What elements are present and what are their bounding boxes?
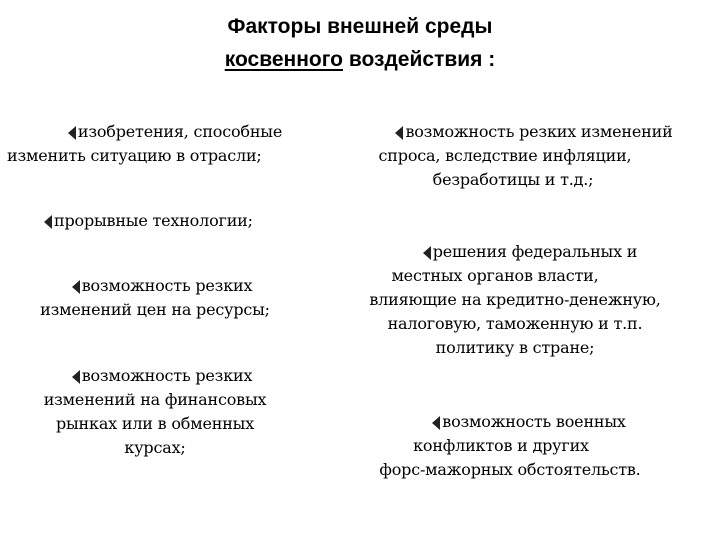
title-line-1: Факторы внешней среды <box>227 15 493 38</box>
slide-title <box>0 10 720 76</box>
bullet-icon <box>72 278 82 292</box>
left-item-financial-markets <box>0 364 310 460</box>
item-line: изменить ситуацию в отрасли; <box>7 146 262 165</box>
item-line: местных органов власти, <box>391 266 599 285</box>
right-item-demand <box>340 120 710 192</box>
item-line: возможность резких <box>0 364 310 388</box>
bullet-icon <box>432 414 442 428</box>
right-item-government <box>330 240 700 360</box>
left-item-breakthrough <box>44 209 304 233</box>
left-item-resource-prices <box>0 274 310 322</box>
item-line: возможность военных <box>330 410 690 434</box>
bullet-icon <box>423 244 433 258</box>
title-underlined-word: косвенного <box>224 48 344 71</box>
item-line: изобретения, способные <box>0 120 320 144</box>
bullet-icon <box>44 213 54 227</box>
bullet-icon <box>72 368 82 382</box>
item-line: налоговую, таможенную и т.п. <box>387 314 643 333</box>
item-line: курсах; <box>124 438 186 457</box>
item-line: безработицы и т.д.; <box>432 170 594 189</box>
left-item-inventions <box>0 120 320 168</box>
item-line: возможность резких изменений <box>340 120 710 144</box>
title-rest: воздействия : <box>343 48 496 71</box>
item-line: форс-мажорных обстоятельств. <box>379 460 641 479</box>
bullet-icon <box>395 124 405 138</box>
item-line: влияющие на кредитно-денежную, <box>369 290 661 309</box>
right-item-force-majeure <box>330 410 690 482</box>
item-line: возможность резких <box>0 274 310 298</box>
bullet-icon <box>68 124 78 138</box>
item-line: политику в стране; <box>435 338 595 357</box>
item-line: спроса, вследствие инфляции, <box>378 146 632 165</box>
item-line: изменений на финансовых <box>43 390 267 409</box>
item-line: рынках или в обменных <box>55 414 255 433</box>
item-line: решения федеральных и <box>330 240 700 264</box>
title-line-2 <box>0 43 720 76</box>
item-line: конфликтов и других <box>413 436 589 455</box>
item-line: прорывные технологии; <box>44 209 304 233</box>
item-line: изменений цен на ресурсы; <box>40 300 270 319</box>
